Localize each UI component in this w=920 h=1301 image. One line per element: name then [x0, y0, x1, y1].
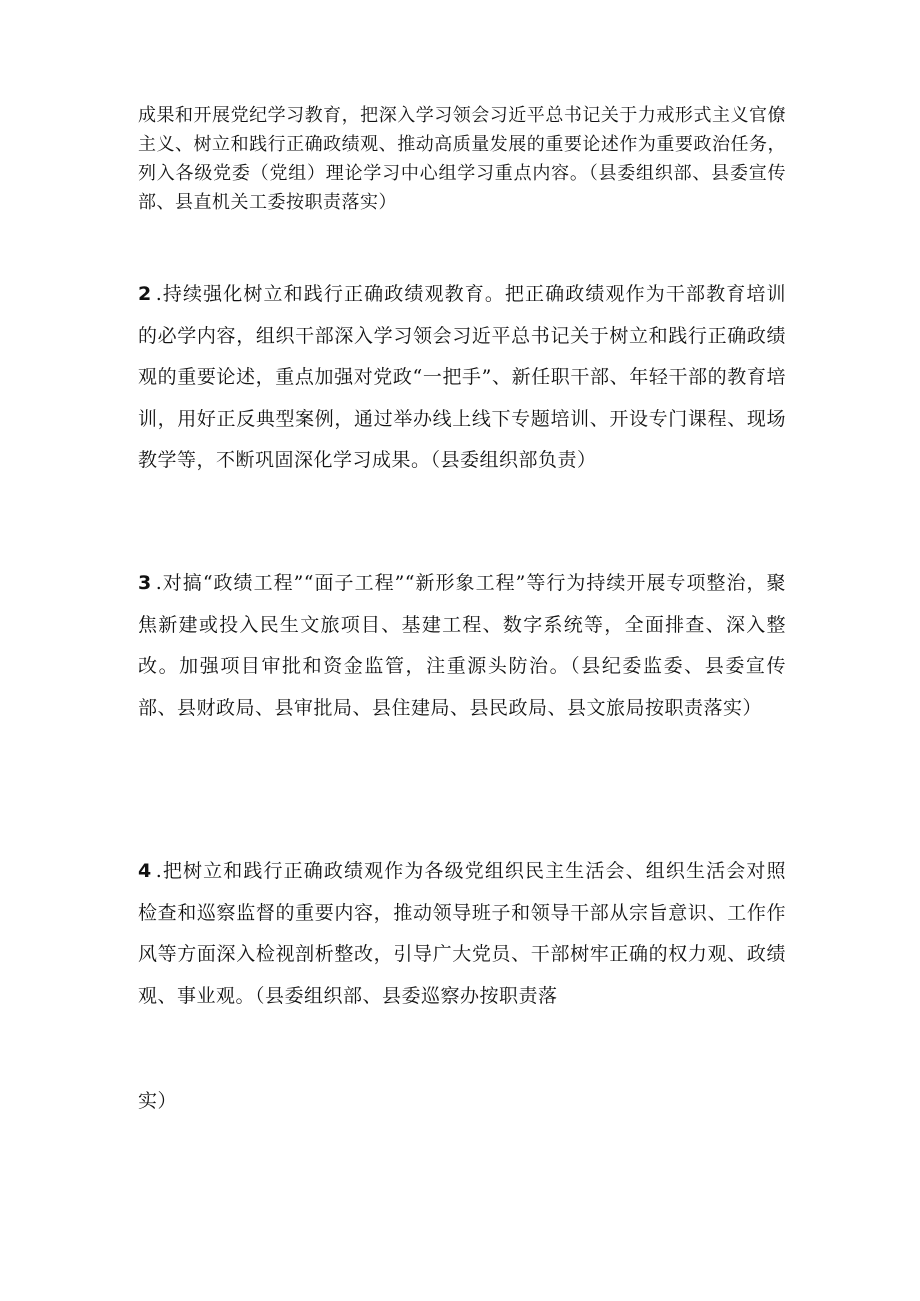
item-2-number: 2 [138, 283, 152, 305]
item-3-paragraph [138, 563, 786, 729]
item-3-text: .对搞“政绩工程”“面子工程”“新形象工程”等行为持续开展专项整治，聚焦新建或投入民生文旅项目、基建工程、数字系统等，全面排查、深入整改。加强项目审批和资金监管，注重源头防治。（县纪委监委、县委宣传部、县财政局、县审批局、县住建局、县民政局、县文旅局按职责落实） [138, 572, 786, 719]
item-4-paragraph [138, 851, 786, 1017]
item-2-paragraph [138, 274, 786, 482]
item-3-number: 3 [138, 572, 152, 594]
intro-paragraph: 成果和开展党纪学习教育，把深入学习领会习近平总书记关于力戒形式主义官僚主义、树立和践行正确政绩观、推动高质量发展的重要论述作为重要政治任务，列入各级党委（党组）理论学习中心组学习重点内容。（县委组织部、县委宣传部、县直机关工委按职责落实） [138, 105, 786, 213]
item-4-tail: 实） [138, 1090, 178, 1112]
item-2-text: .持续强化树立和践行正确政绩观教育。把正确政绩观作为干部教育培训的必学内容，组织干部深入学习领会习近平总书记关于树立和践行正确政绩观的重要论述，重点加强对党政“一把手”、新任职干部、年轻干部的教育培训，用好正反典型案例，通过举办线上线下专题培训、开设专门课程、现场教学等，不断巩固深化学习成果。（县委组织部负责） [138, 283, 786, 471]
item-4-text: .把树立和践行正确政绩观作为各级党组织民主生活会、组织生活会对照检查和巡察监督的重要内容，推动领导班子和领导干部从宗旨意识、工作作风等方面深入检视剖析整改，引导广大党员、干部树牢正确的权力观、政绩观、事业观。（县委组织部、县委巡察办按职责落 [138, 860, 786, 1007]
item-4-number: 4 [138, 860, 152, 882]
